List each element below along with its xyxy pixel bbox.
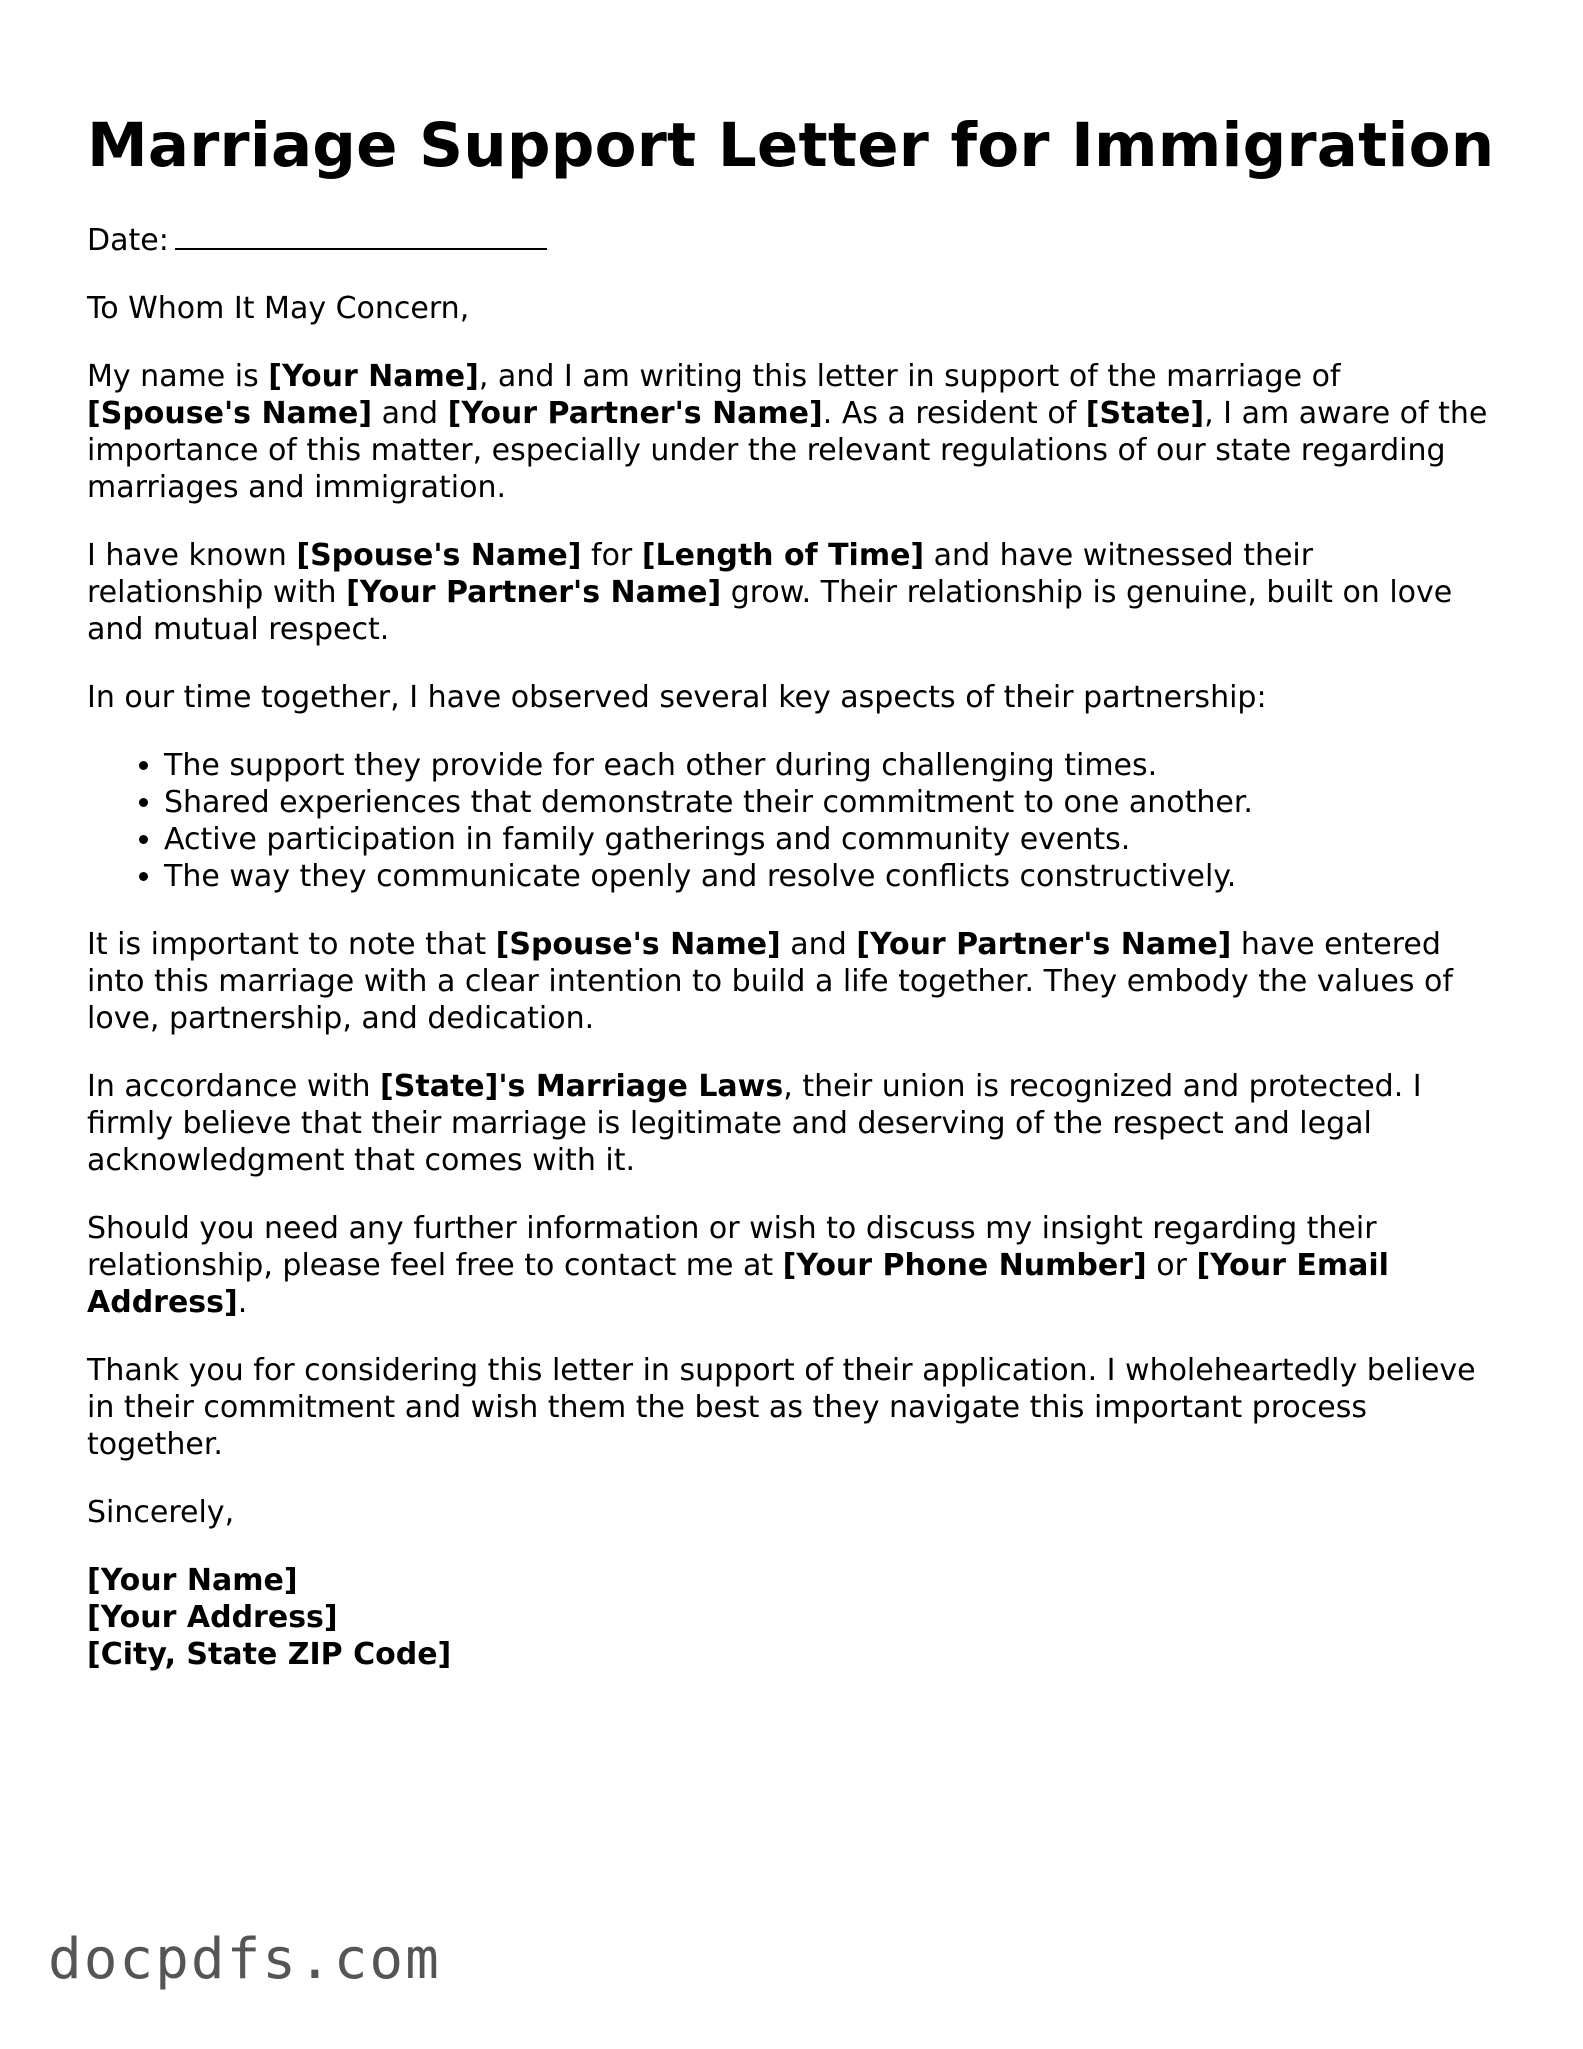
placeholder-state-marriage-laws: [State]'s Marriage Laws <box>380 1069 784 1104</box>
paragraph-introduction: My name is [Your Name], and I am writing this letter in support of the marriage of [Spouse's Name] and [Your Partner's Name]. As a resident of [State], I am aware of the importance of this matter, especially under the relevant regulations of our state regarding marriages and immigration. <box>87 359 1488 505</box>
signature-address: [Your Address] <box>87 1600 338 1635</box>
watermark-text: docpdfs.com <box>48 1927 441 1992</box>
placeholder-state: [State] <box>1085 396 1205 431</box>
salutation: To Whom It May Concern, <box>87 291 470 326</box>
date-blank-field[interactable] <box>175 220 547 250</box>
placeholder-phone-number: [Your Phone Number] <box>782 1248 1147 1283</box>
date-line <box>87 220 1497 259</box>
placeholder-length-of-time: [Length of Time] <box>641 538 925 573</box>
placeholder-spouse-name: [Spouse's Name] <box>296 538 582 573</box>
placeholder-spouse-name: [Spouse's Name] <box>87 396 373 431</box>
placeholder-email-address: [Your Email Address] <box>87 1248 1389 1320</box>
list-item: • The support they provide for each other during challenging times. <box>164 747 1497 784</box>
closing: Sincerely, <box>87 1495 235 1530</box>
aspects-list <box>87 747 1497 895</box>
paragraph-observations-intro: In our time together, I have observed several key aspects of their partnership: <box>87 680 1267 715</box>
letter-page <box>87 110 1497 1673</box>
placeholder-your-name: [Your Name] <box>268 359 479 394</box>
placeholder-spouse-name: [Spouse's Name] <box>495 927 781 962</box>
date-label: Date: <box>87 223 169 258</box>
paragraph-contact: Should you need any further information or wish to discuss my insight regarding their relationship, please feel free to contact me at [Your Phone Number] or [Your Email Address]. <box>87 1211 1389 1320</box>
signature-name: [Your Name] <box>87 1563 298 1598</box>
list-item: • Shared experiences that demonstrate their commitment to one another. <box>164 784 1497 821</box>
paragraph-thanks: Thank you for considering this letter in support of their application. I wholeheartedly believe in their commitment and wish them the best as they navigate this important process together. <box>87 1353 1476 1462</box>
list-item: • Active participation in family gatherings and community events. <box>164 821 1497 858</box>
list-item: • The way they communicate openly and resolve conflicts constructively. <box>164 858 1497 895</box>
placeholder-partner-name: [Your Partner's Name] <box>447 396 823 431</box>
paragraph-intention: It is important to note that [Spouse's Name] and [Your Partner's Name] have entered into this marriage with a clear intention to build a life together. They embody the values of love, partnership, and dedication. <box>87 927 1453 1036</box>
paragraph-marriage-laws: In accordance with [State]'s Marriage Laws, their union is recognized and protected. I firmly believe that their marriage is legitimate and deserving of the respect and legal acknowledgment that comes with it. <box>87 1069 1422 1178</box>
paragraph-relationship: I have known [Spouse's Name] for [Length of Time] and have witnessed their relationship with [Your Partner's Name] grow. Their relationship is genuine, built on love and mutual respect. <box>87 538 1453 647</box>
placeholder-partner-name: [Your Partner's Name] <box>856 927 1232 962</box>
signature-city-state-zip: [City, State ZIP Code] <box>87 1637 452 1672</box>
signature-block <box>87 1562 1497 1673</box>
placeholder-partner-name: [Your Partner's Name] <box>346 575 722 610</box>
page-title: Marriage Support Letter for Immigration <box>87 110 1495 181</box>
